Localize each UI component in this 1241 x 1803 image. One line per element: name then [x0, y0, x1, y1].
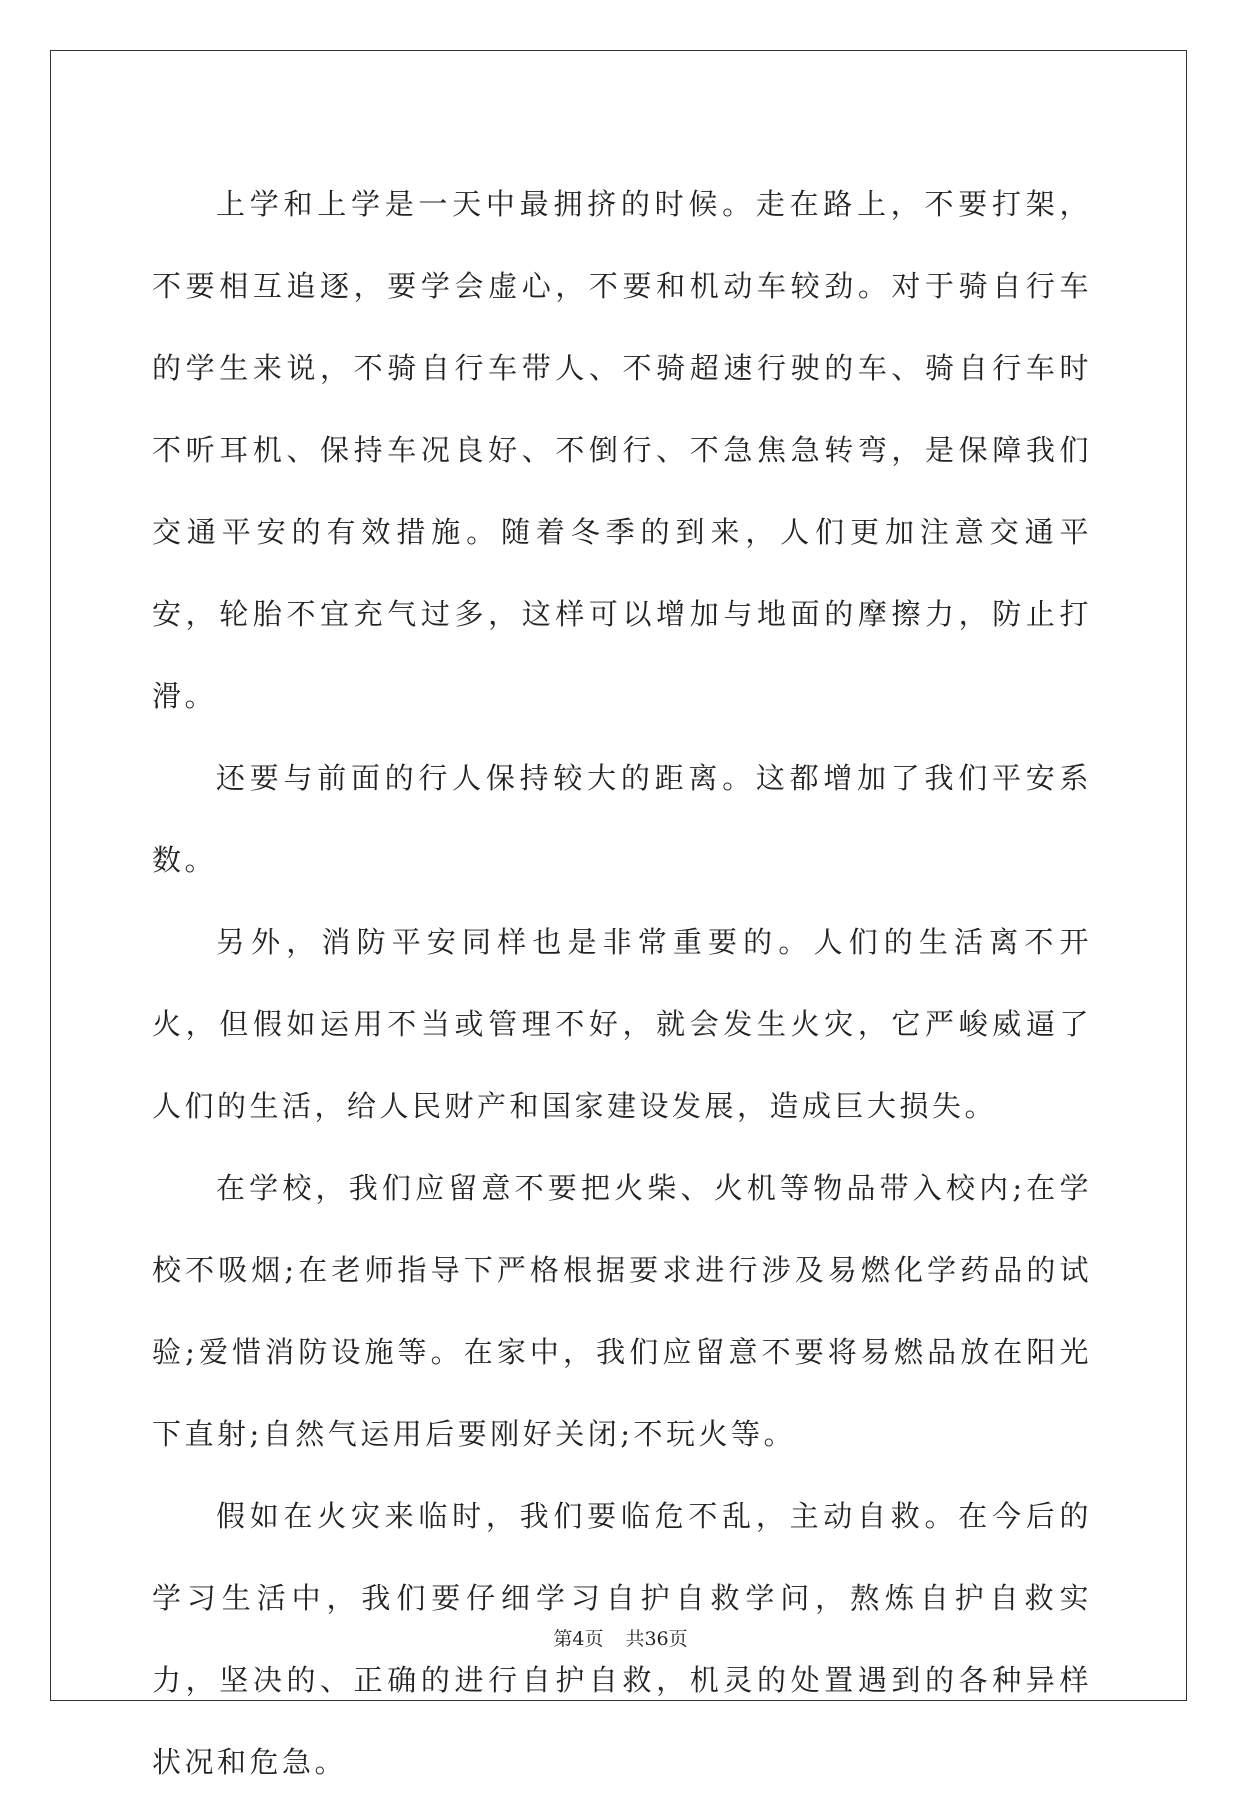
- paragraph: 上学和上学是一天中最拥挤的时候。走在路上，不要打架，不要相互追逐，要学会虚心，不要和机动车较劲。对于骑自行车的学生来说，不骑自行车带人、不骑超速行驶的车、骑自行车时不听耳机、保持车况良好、不倒行、不急焦急转弯，是保障我们交通平安的有效措施。随着冬季的到来，人们更加注意交通平安，轮胎不宜充气过多，这样可以增加与地面的摩擦力，防止打滑。: [152, 187, 1092, 713]
- total-pages: 共36页: [625, 1628, 688, 1650]
- paragraph: 在学校，我们应留意不要把火柴、火机等物品带入校内;在学校不吸烟;在老师指导下严格根据要求进行涉及易燃化学药品的试验;爱惜消防设施等。在家中，我们应留意不要将易燃品放在阳光下直射;自然气运用后要刚好关闭;不玩火等。: [152, 1171, 1092, 1451]
- current-page-number: 第4页: [553, 1628, 604, 1650]
- paragraph: 另外，消防平安同样也是非常重要的。人们的生活离不开火，但假如运用不当或管理不好，就会发生火灾，它严峻威逼了人们的生活，给人民财产和国家建设发展，造成巨大损失。: [152, 925, 1092, 1123]
- page-footer: [0, 1624, 1241, 1651]
- paragraph: 假如在火灾来临时，我们要临危不乱，主动自救。在今后的学习生活中，我们要仔细学习自护自救学问，熬炼自护自救实力，坚决的、正确的进行自护自救，机灵的处置遇到的各种异样状况和危急。: [152, 1499, 1092, 1779]
- paragraph: 还要与前面的行人保持较大的距离。这都增加了我们平安系数。: [152, 761, 1092, 877]
- document-body: [152, 163, 1092, 1803]
